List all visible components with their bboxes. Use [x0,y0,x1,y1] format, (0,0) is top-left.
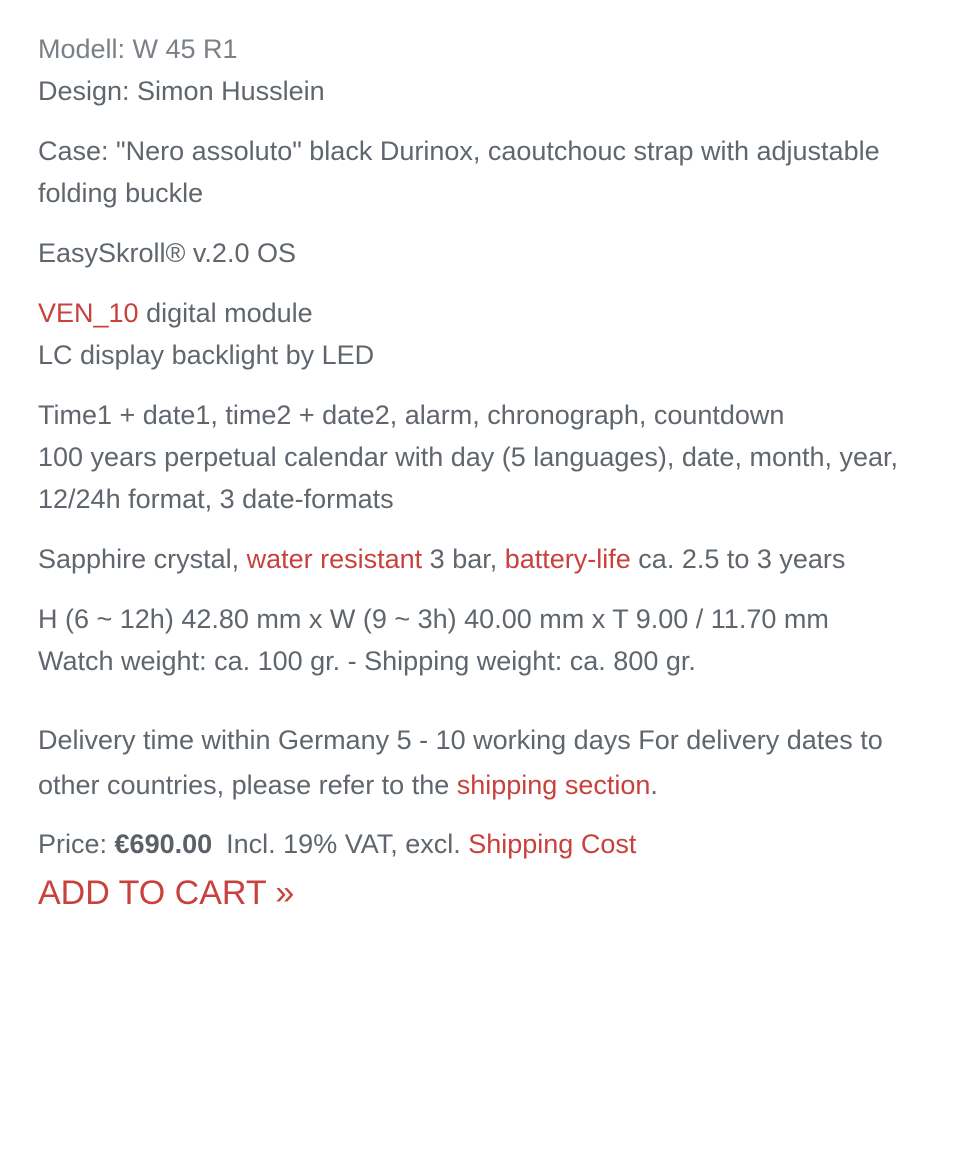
dimensions-text: H (6 ~ 12h) 42.80 mm x W (9 ~ 3h) 40.00 mm x T 9.00 / 11.70 mm [38,604,829,634]
functions-line-1: Time1 + date1, time2 + date2, alarm, chronograph, countdown [38,400,785,430]
crystal-block [38,538,948,580]
crystal-mid: 3 bar, [422,544,505,574]
module-block [38,292,948,376]
case-text: Case: "Nero assoluto" black Durinox, caoutchouc strap with adjustable folding buckle [38,136,880,208]
case-block [38,130,948,214]
dimensions-block [38,598,948,682]
vat-text: Incl. 19% VAT, excl. [226,829,469,859]
shipping-section-link[interactable]: shipping section [456,770,651,800]
product-details [38,28,948,916]
model-design-block [38,28,948,112]
ven10-link[interactable]: VEN_10 [38,298,139,328]
display-text: LC display backlight by LED [38,340,375,370]
crystal-suffix: ca. 2.5 to 3 years [630,544,846,574]
price-value: €690.00 [114,829,213,859]
os-block [38,232,948,274]
delivery-block [38,718,948,808]
delivery-suffix: . [650,770,658,800]
os-text: EasySkroll® v.2.0 OS [38,238,296,268]
price-row [38,822,948,866]
design-text: Design: Simon Husslein [38,76,325,106]
weight-text: Watch weight: ca. 100 gr. - Shipping weight: ca. 800 gr. [38,646,696,676]
delivery-text: Delivery time within Germany 5 - 10 working days For delivery dates to other countries, please refer to the [38,725,883,800]
module-suffix: digital module [138,298,313,328]
battery-life-link[interactable]: battery-life [504,544,631,574]
price-label: Price: [38,829,115,859]
crystal-line [38,538,948,580]
water-resistant-link[interactable]: water resistant [246,544,423,574]
shipping-cost-link[interactable]: Shipping Cost [468,829,637,859]
delivery-line [38,718,948,808]
add-to-cart-button[interactable]: ADD TO CART » [38,874,295,912]
model-text: Modell: W 45 R1 [38,34,238,64]
module-line [38,292,948,334]
functions-line-2: 100 years perpetual calendar with day (5 languages), date, month, year, 12/24h format, 3 date-formats [38,442,899,514]
crystal-prefix: Sapphire crystal, [38,544,247,574]
functions-block [38,394,948,520]
